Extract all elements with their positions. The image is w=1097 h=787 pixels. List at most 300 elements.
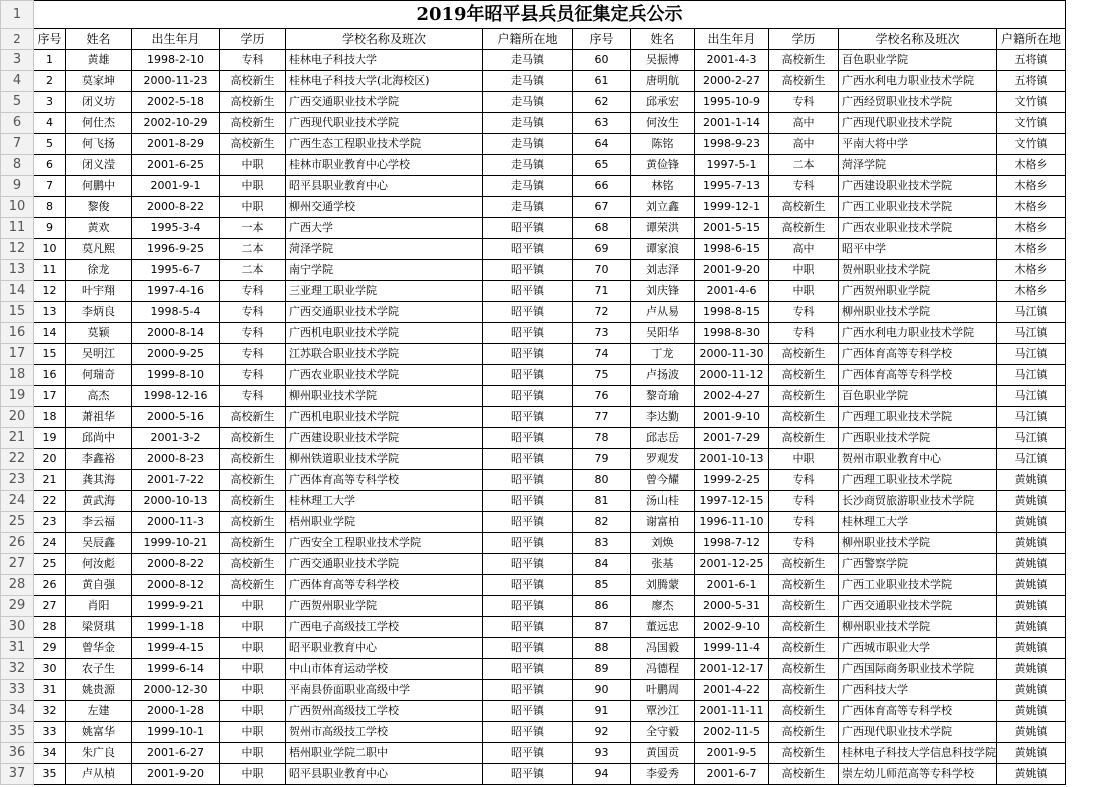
cell-education[interactable]: 中职 bbox=[220, 722, 286, 743]
row-number[interactable]: 7 bbox=[1, 134, 34, 155]
cell-name[interactable]: 吴辰鑫 bbox=[66, 533, 132, 554]
cell-residence-2[interactable]: 马江镇 bbox=[997, 428, 1066, 449]
cell-school-2[interactable]: 广西建设职业技术学院 bbox=[839, 176, 997, 197]
cell-school-2[interactable]: 广西贺州职业学院 bbox=[839, 281, 997, 302]
cell-residence[interactable]: 昭平镇 bbox=[483, 638, 573, 659]
cell-name[interactable]: 何鹏中 bbox=[66, 176, 132, 197]
cell-education[interactable]: 高校新生 bbox=[220, 71, 286, 92]
cell-seq[interactable]: 16 bbox=[34, 365, 66, 386]
cell-education[interactable]: 中职 bbox=[220, 701, 286, 722]
cell-education-2[interactable]: 二本 bbox=[769, 155, 839, 176]
cell-education[interactable]: 高校新生 bbox=[220, 449, 286, 470]
cell-name-2[interactable]: 卢从易 bbox=[631, 302, 695, 323]
cell-name[interactable]: 农子生 bbox=[66, 659, 132, 680]
cell-school[interactable]: 梧州职业学院 bbox=[286, 512, 483, 533]
cell-school[interactable]: 广西贺州职业学院 bbox=[286, 596, 483, 617]
cell-school-2[interactable]: 广西城市职业大学 bbox=[839, 638, 997, 659]
row-number[interactable]: 16 bbox=[1, 323, 34, 344]
cell-seq[interactable]: 28 bbox=[34, 617, 66, 638]
cell-school[interactable]: 广西交通职业技术学院 bbox=[286, 302, 483, 323]
cell-seq-2[interactable]: 75 bbox=[573, 365, 631, 386]
cell-school[interactable]: 广西体育高等专科学校 bbox=[286, 575, 483, 596]
cell-residence[interactable]: 昭平镇 bbox=[483, 512, 573, 533]
cell-education-2[interactable]: 高校新生 bbox=[769, 596, 839, 617]
cell-birth[interactable]: 2000-12-30 bbox=[132, 680, 220, 701]
cell-birth-2[interactable]: 2001-5-15 bbox=[695, 218, 769, 239]
cell-school[interactable]: 昭平职业教育中心 bbox=[286, 638, 483, 659]
cell-seq-2[interactable]: 68 bbox=[573, 218, 631, 239]
cell-seq[interactable]: 19 bbox=[34, 428, 66, 449]
cell-name-2[interactable]: 刘志泽 bbox=[631, 260, 695, 281]
cell-residence-2[interactable]: 黄姚镇 bbox=[997, 554, 1066, 575]
cell-name[interactable]: 曾华金 bbox=[66, 638, 132, 659]
cell-birth-2[interactable]: 2001-7-29 bbox=[695, 428, 769, 449]
cell-birth[interactable]: 1998-5-4 bbox=[132, 302, 220, 323]
cell-residence[interactable]: 昭平镇 bbox=[483, 218, 573, 239]
cell-birth-2[interactable]: 1997-5-1 bbox=[695, 155, 769, 176]
cell-name[interactable]: 李鑫裕 bbox=[66, 449, 132, 470]
cell-residence-2[interactable]: 黄姚镇 bbox=[997, 470, 1066, 491]
row-number[interactable]: 14 bbox=[1, 281, 34, 302]
cell-school[interactable]: 广西体育高等专科学校 bbox=[286, 470, 483, 491]
row-number[interactable]: 24 bbox=[1, 491, 34, 512]
sheet-title[interactable]: 2019年昭平县兵员征集定兵公示 bbox=[34, 1, 1066, 29]
cell-school-2[interactable]: 广西经贸职业技术学院 bbox=[839, 92, 997, 113]
cell-birth-2[interactable]: 2001-4-22 bbox=[695, 680, 769, 701]
cell-school-2[interactable]: 百色职业学院 bbox=[839, 386, 997, 407]
cell-birth[interactable]: 2000-9-25 bbox=[132, 344, 220, 365]
cell-education[interactable]: 高校新生 bbox=[220, 533, 286, 554]
cell-school-2[interactable]: 广西职业技术学院 bbox=[839, 428, 997, 449]
cell-education-2[interactable]: 高校新生 bbox=[769, 344, 839, 365]
cell-birth-2[interactable]: 2001-9-20 bbox=[695, 260, 769, 281]
cell-birth-2[interactable]: 2000-5-31 bbox=[695, 596, 769, 617]
cell-residence-2[interactable]: 木格乡 bbox=[997, 260, 1066, 281]
cell-school[interactable]: 广西建设职业技术学院 bbox=[286, 428, 483, 449]
cell-birth-2[interactable]: 1998-8-15 bbox=[695, 302, 769, 323]
cell-education-2[interactable]: 高校新生 bbox=[769, 638, 839, 659]
cell-education-2[interactable]: 高校新生 bbox=[769, 722, 839, 743]
cell-seq[interactable]: 2 bbox=[34, 71, 66, 92]
cell-residence-2[interactable]: 木格乡 bbox=[997, 176, 1066, 197]
col-header-school[interactable]: 学校名称及班次 bbox=[286, 29, 483, 50]
cell-seq[interactable]: 35 bbox=[34, 764, 66, 785]
row-number[interactable]: 12 bbox=[1, 239, 34, 260]
cell-residence[interactable]: 昭平镇 bbox=[483, 722, 573, 743]
cell-school-2[interactable]: 长沙商贸旅游职业技术学院 bbox=[839, 491, 997, 512]
cell-residence-2[interactable]: 黄姚镇 bbox=[997, 659, 1066, 680]
col-header-school-2[interactable]: 学校名称及班次 bbox=[839, 29, 997, 50]
cell-school[interactable]: 桂林电子科技大学 bbox=[286, 50, 483, 71]
cell-school[interactable]: 广西机电职业技术学院 bbox=[286, 407, 483, 428]
cell-education[interactable]: 中职 bbox=[220, 176, 286, 197]
cell-education-2[interactable]: 高校新生 bbox=[769, 407, 839, 428]
cell-school[interactable]: 广西交通职业技术学院 bbox=[286, 92, 483, 113]
row-number[interactable]: 6 bbox=[1, 113, 34, 134]
cell-education-2[interactable]: 高校新生 bbox=[769, 428, 839, 449]
row-number[interactable]: 34 bbox=[1, 701, 34, 722]
cell-education-2[interactable]: 中职 bbox=[769, 449, 839, 470]
cell-name-2[interactable]: 黄俭锋 bbox=[631, 155, 695, 176]
cell-residence[interactable]: 昭平镇 bbox=[483, 596, 573, 617]
cell-birth[interactable]: 2002-10-29 bbox=[132, 113, 220, 134]
cell-name[interactable]: 徐龙 bbox=[66, 260, 132, 281]
cell-seq-2[interactable]: 67 bbox=[573, 197, 631, 218]
cell-residence[interactable]: 昭平镇 bbox=[483, 701, 573, 722]
row-number[interactable]: 23 bbox=[1, 470, 34, 491]
cell-birth-2[interactable]: 2000-11-12 bbox=[695, 365, 769, 386]
cell-residence[interactable]: 昭平镇 bbox=[483, 428, 573, 449]
cell-birth-2[interactable]: 1998-9-23 bbox=[695, 134, 769, 155]
cell-residence-2[interactable]: 文竹镇 bbox=[997, 113, 1066, 134]
cell-seq-2[interactable]: 92 bbox=[573, 722, 631, 743]
cell-residence[interactable]: 昭平镇 bbox=[483, 470, 573, 491]
cell-education-2[interactable]: 专科 bbox=[769, 92, 839, 113]
cell-seq-2[interactable]: 93 bbox=[573, 743, 631, 764]
cell-education-2[interactable]: 高校新生 bbox=[769, 680, 839, 701]
cell-seq-2[interactable]: 65 bbox=[573, 155, 631, 176]
cell-name-2[interactable]: 黄国贡 bbox=[631, 743, 695, 764]
cell-birth-2[interactable]: 1995-10-9 bbox=[695, 92, 769, 113]
cell-school[interactable]: 广西现代职业技术学院 bbox=[286, 113, 483, 134]
cell-education-2[interactable]: 专科 bbox=[769, 323, 839, 344]
cell-birth[interactable]: 1998-2-10 bbox=[132, 50, 220, 71]
cell-education[interactable]: 中职 bbox=[220, 680, 286, 701]
cell-education-2[interactable]: 中职 bbox=[769, 260, 839, 281]
cell-birth-2[interactable]: 1998-8-30 bbox=[695, 323, 769, 344]
cell-seq[interactable]: 12 bbox=[34, 281, 66, 302]
cell-residence[interactable]: 昭平镇 bbox=[483, 386, 573, 407]
cell-residence[interactable]: 昭平镇 bbox=[483, 449, 573, 470]
row-number[interactable]: 20 bbox=[1, 407, 34, 428]
cell-birth[interactable]: 2000-11-3 bbox=[132, 512, 220, 533]
cell-birth[interactable]: 2000-10-13 bbox=[132, 491, 220, 512]
cell-birth-2[interactable]: 1999-11-4 bbox=[695, 638, 769, 659]
cell-birth[interactable]: 1998-12-16 bbox=[132, 386, 220, 407]
cell-name[interactable]: 梁贤琪 bbox=[66, 617, 132, 638]
row-number[interactable]: 26 bbox=[1, 533, 34, 554]
cell-birth[interactable]: 1996-9-25 bbox=[132, 239, 220, 260]
cell-seq-2[interactable]: 64 bbox=[573, 134, 631, 155]
cell-seq[interactable]: 22 bbox=[34, 491, 66, 512]
cell-seq[interactable]: 21 bbox=[34, 470, 66, 491]
cell-birth-2[interactable]: 1999-12-1 bbox=[695, 197, 769, 218]
cell-name-2[interactable]: 刘立鑫 bbox=[631, 197, 695, 218]
cell-name-2[interactable]: 卢扬波 bbox=[631, 365, 695, 386]
cell-school-2[interactable]: 百色职业学院 bbox=[839, 50, 997, 71]
cell-school-2[interactable]: 昭平中学 bbox=[839, 239, 997, 260]
cell-residence[interactable]: 昭平镇 bbox=[483, 344, 573, 365]
cell-residence-2[interactable]: 马江镇 bbox=[997, 323, 1066, 344]
cell-residence[interactable]: 昭平镇 bbox=[483, 680, 573, 701]
cell-seq[interactable]: 33 bbox=[34, 722, 66, 743]
cell-education-2[interactable]: 高校新生 bbox=[769, 218, 839, 239]
cell-education[interactable]: 专科 bbox=[220, 386, 286, 407]
cell-name-2[interactable]: 陈铭 bbox=[631, 134, 695, 155]
cell-seq[interactable]: 11 bbox=[34, 260, 66, 281]
cell-residence[interactable]: 走马镇 bbox=[483, 176, 573, 197]
cell-school[interactable]: 柳州交通学校 bbox=[286, 197, 483, 218]
row-number[interactable]: 17 bbox=[1, 344, 34, 365]
cell-name-2[interactable]: 汤山桂 bbox=[631, 491, 695, 512]
cell-school[interactable]: 南宁学院 bbox=[286, 260, 483, 281]
cell-school-2[interactable]: 广西理工职业技术学院 bbox=[839, 470, 997, 491]
cell-birth-2[interactable]: 2001-1-14 bbox=[695, 113, 769, 134]
cell-birth-2[interactable]: 2001-12-17 bbox=[695, 659, 769, 680]
cell-name[interactable]: 闭义滢 bbox=[66, 155, 132, 176]
cell-residence-2[interactable]: 文竹镇 bbox=[997, 134, 1066, 155]
cell-education[interactable]: 高校新生 bbox=[220, 470, 286, 491]
cell-school[interactable]: 中山市体育运动学校 bbox=[286, 659, 483, 680]
cell-seq-2[interactable]: 77 bbox=[573, 407, 631, 428]
cell-seq-2[interactable]: 81 bbox=[573, 491, 631, 512]
cell-education[interactable]: 高校新生 bbox=[220, 491, 286, 512]
cell-seq-2[interactable]: 78 bbox=[573, 428, 631, 449]
cell-birth[interactable]: 2001-8-29 bbox=[132, 134, 220, 155]
cell-birth[interactable]: 2000-8-12 bbox=[132, 575, 220, 596]
cell-birth[interactable]: 1999-9-21 bbox=[132, 596, 220, 617]
cell-residence[interactable]: 走马镇 bbox=[483, 155, 573, 176]
cell-seq-2[interactable]: 62 bbox=[573, 92, 631, 113]
cell-seq[interactable]: 5 bbox=[34, 134, 66, 155]
cell-name-2[interactable]: 吴振博 bbox=[631, 50, 695, 71]
cell-education[interactable]: 高校新生 bbox=[220, 113, 286, 134]
cell-education-2[interactable]: 高中 bbox=[769, 113, 839, 134]
cell-birth-2[interactable]: 2002-4-27 bbox=[695, 386, 769, 407]
row-number[interactable]: 32 bbox=[1, 659, 34, 680]
row-number[interactable]: 37 bbox=[1, 764, 34, 785]
cell-residence-2[interactable]: 马江镇 bbox=[997, 344, 1066, 365]
col-header-name[interactable]: 姓名 bbox=[66, 29, 132, 50]
cell-residence-2[interactable]: 马江镇 bbox=[997, 386, 1066, 407]
cell-residence[interactable]: 走马镇 bbox=[483, 197, 573, 218]
cell-education[interactable]: 高校新生 bbox=[220, 428, 286, 449]
cell-education[interactable]: 中职 bbox=[220, 743, 286, 764]
cell-residence[interactable]: 昭平镇 bbox=[483, 659, 573, 680]
cell-seq[interactable]: 24 bbox=[34, 533, 66, 554]
cell-seq[interactable]: 34 bbox=[34, 743, 66, 764]
cell-residence-2[interactable]: 木格乡 bbox=[997, 239, 1066, 260]
cell-name-2[interactable]: 张基 bbox=[631, 554, 695, 575]
cell-seq[interactable]: 17 bbox=[34, 386, 66, 407]
cell-name-2[interactable]: 邱承宏 bbox=[631, 92, 695, 113]
cell-birth[interactable]: 1999-4-15 bbox=[132, 638, 220, 659]
cell-education-2[interactable]: 高校新生 bbox=[769, 617, 839, 638]
cell-name[interactable]: 朱广良 bbox=[66, 743, 132, 764]
cell-school-2[interactable]: 贺州市职业教育中心 bbox=[839, 449, 997, 470]
cell-birth-2[interactable]: 1999-2-25 bbox=[695, 470, 769, 491]
cell-residence[interactable]: 昭平镇 bbox=[483, 554, 573, 575]
cell-school[interactable]: 桂林市职业教育中心学校 bbox=[286, 155, 483, 176]
row-number[interactable]: 28 bbox=[1, 575, 34, 596]
cell-school[interactable]: 广西生态工程职业技术学院 bbox=[286, 134, 483, 155]
cell-education-2[interactable]: 高校新生 bbox=[769, 659, 839, 680]
cell-name[interactable]: 李云福 bbox=[66, 512, 132, 533]
cell-name[interactable]: 黄武海 bbox=[66, 491, 132, 512]
cell-school-2[interactable]: 桂林电子科技大学信息科技学院 bbox=[839, 743, 997, 764]
row-number[interactable]: 15 bbox=[1, 302, 34, 323]
cell-seq-2[interactable]: 60 bbox=[573, 50, 631, 71]
cell-birth-2[interactable]: 2001-9-5 bbox=[695, 743, 769, 764]
cell-residence[interactable]: 走马镇 bbox=[483, 71, 573, 92]
cell-seq-2[interactable]: 69 bbox=[573, 239, 631, 260]
cell-birth[interactable]: 2000-8-22 bbox=[132, 554, 220, 575]
cell-name[interactable]: 高杰 bbox=[66, 386, 132, 407]
cell-school-2[interactable]: 广西理工职业技术学院 bbox=[839, 407, 997, 428]
cell-birth[interactable]: 2001-9-20 bbox=[132, 764, 220, 785]
cell-school-2[interactable]: 广西国际商务职业技术学院 bbox=[839, 659, 997, 680]
cell-name-2[interactable]: 唐明航 bbox=[631, 71, 695, 92]
cell-residence-2[interactable]: 黄姚镇 bbox=[997, 596, 1066, 617]
cell-seq[interactable]: 3 bbox=[34, 92, 66, 113]
cell-school-2[interactable]: 柳州职业技术学院 bbox=[839, 302, 997, 323]
row-number[interactable]: 21 bbox=[1, 428, 34, 449]
cell-education-2[interactable]: 高校新生 bbox=[769, 197, 839, 218]
cell-education-2[interactable]: 高校新生 bbox=[769, 365, 839, 386]
cell-seq-2[interactable]: 79 bbox=[573, 449, 631, 470]
cell-residence-2[interactable]: 马江镇 bbox=[997, 449, 1066, 470]
cell-residence-2[interactable]: 黄姚镇 bbox=[997, 575, 1066, 596]
row-number[interactable]: 1 bbox=[1, 1, 34, 29]
cell-seq-2[interactable]: 80 bbox=[573, 470, 631, 491]
cell-seq-2[interactable]: 66 bbox=[573, 176, 631, 197]
cell-residence-2[interactable]: 木格乡 bbox=[997, 281, 1066, 302]
cell-education[interactable]: 专科 bbox=[220, 302, 286, 323]
cell-education[interactable]: 中职 bbox=[220, 659, 286, 680]
col-header-seq-2[interactable]: 序号 bbox=[573, 29, 631, 50]
cell-school-2[interactable]: 柳州职业技术学院 bbox=[839, 617, 997, 638]
row-number[interactable]: 19 bbox=[1, 386, 34, 407]
cell-seq-2[interactable]: 76 bbox=[573, 386, 631, 407]
cell-seq-2[interactable]: 84 bbox=[573, 554, 631, 575]
cell-birth-2[interactable]: 2002-9-10 bbox=[695, 617, 769, 638]
cell-school[interactable]: 平南县侨面职业高级中学 bbox=[286, 680, 483, 701]
cell-birth-2[interactable]: 1998-6-15 bbox=[695, 239, 769, 260]
cell-education-2[interactable]: 高校新生 bbox=[769, 386, 839, 407]
cell-education[interactable]: 中职 bbox=[220, 638, 286, 659]
cell-seq-2[interactable]: 86 bbox=[573, 596, 631, 617]
cell-birth[interactable]: 1995-3-4 bbox=[132, 218, 220, 239]
cell-education-2[interactable]: 专科 bbox=[769, 491, 839, 512]
cell-education-2[interactable]: 高校新生 bbox=[769, 554, 839, 575]
cell-seq-2[interactable]: 83 bbox=[573, 533, 631, 554]
cell-name[interactable]: 肖阳 bbox=[66, 596, 132, 617]
cell-name[interactable]: 萧祖华 bbox=[66, 407, 132, 428]
cell-education-2[interactable]: 高校新生 bbox=[769, 743, 839, 764]
cell-name[interactable]: 何飞扬 bbox=[66, 134, 132, 155]
cell-residence[interactable]: 昭平镇 bbox=[483, 323, 573, 344]
cell-name-2[interactable]: 董远忠 bbox=[631, 617, 695, 638]
cell-seq-2[interactable]: 94 bbox=[573, 764, 631, 785]
cell-school[interactable]: 菏泽学院 bbox=[286, 239, 483, 260]
cell-school[interactable]: 梧州职业学院二职中 bbox=[286, 743, 483, 764]
cell-name[interactable]: 黄欢 bbox=[66, 218, 132, 239]
row-number[interactable]: 31 bbox=[1, 638, 34, 659]
cell-name[interactable]: 何仕杰 bbox=[66, 113, 132, 134]
cell-name-2[interactable]: 李达勤 bbox=[631, 407, 695, 428]
cell-residence-2[interactable]: 黄姚镇 bbox=[997, 680, 1066, 701]
col-header-birth[interactable]: 出生年月 bbox=[132, 29, 220, 50]
cell-residence[interactable]: 走马镇 bbox=[483, 113, 573, 134]
cell-residence[interactable]: 昭平镇 bbox=[483, 533, 573, 554]
row-number[interactable]: 11 bbox=[1, 218, 34, 239]
cell-school-2[interactable]: 柳州职业技术学院 bbox=[839, 533, 997, 554]
row-number[interactable]: 27 bbox=[1, 554, 34, 575]
cell-residence[interactable]: 昭平镇 bbox=[483, 764, 573, 785]
cell-seq[interactable]: 4 bbox=[34, 113, 66, 134]
cell-seq-2[interactable]: 74 bbox=[573, 344, 631, 365]
cell-education-2[interactable]: 专科 bbox=[769, 512, 839, 533]
cell-name[interactable]: 龚其海 bbox=[66, 470, 132, 491]
cell-residence-2[interactable]: 文竹镇 bbox=[997, 92, 1066, 113]
cell-name-2[interactable]: 吴阳华 bbox=[631, 323, 695, 344]
cell-school[interactable]: 广西农业职业技术学院 bbox=[286, 365, 483, 386]
cell-residence[interactable]: 走马镇 bbox=[483, 50, 573, 71]
cell-seq[interactable]: 32 bbox=[34, 701, 66, 722]
cell-education[interactable]: 中职 bbox=[220, 197, 286, 218]
cell-birth[interactable]: 2001-7-22 bbox=[132, 470, 220, 491]
cell-seq-2[interactable]: 85 bbox=[573, 575, 631, 596]
cell-name[interactable]: 姚贵源 bbox=[66, 680, 132, 701]
cell-residence-2[interactable]: 五将镇 bbox=[997, 71, 1066, 92]
cell-residence-2[interactable]: 木格乡 bbox=[997, 197, 1066, 218]
row-number[interactable]: 36 bbox=[1, 743, 34, 764]
cell-school[interactable]: 桂林电子科技大学(北海校区) bbox=[286, 71, 483, 92]
cell-birth-2[interactable]: 2001-4-3 bbox=[695, 50, 769, 71]
cell-school[interactable]: 昭平县职业教育中心 bbox=[286, 764, 483, 785]
cell-birth[interactable]: 1999-10-21 bbox=[132, 533, 220, 554]
cell-school-2[interactable]: 广西警察学院 bbox=[839, 554, 997, 575]
cell-school-2[interactable]: 广西工业职业技术学院 bbox=[839, 575, 997, 596]
cell-name-2[interactable]: 罗观发 bbox=[631, 449, 695, 470]
cell-name-2[interactable]: 丁龙 bbox=[631, 344, 695, 365]
cell-birth-2[interactable]: 1995-7-13 bbox=[695, 176, 769, 197]
cell-education-2[interactable]: 高校新生 bbox=[769, 71, 839, 92]
cell-birth[interactable]: 2000-8-22 bbox=[132, 197, 220, 218]
row-number[interactable]: 3 bbox=[1, 50, 34, 71]
cell-residence-2[interactable]: 五将镇 bbox=[997, 50, 1066, 71]
cell-education-2[interactable]: 高校新生 bbox=[769, 701, 839, 722]
cell-education[interactable]: 专科 bbox=[220, 365, 286, 386]
cell-school[interactable]: 广西机电职业技术学院 bbox=[286, 323, 483, 344]
cell-seq-2[interactable]: 73 bbox=[573, 323, 631, 344]
col-header-seq[interactable]: 序号 bbox=[34, 29, 66, 50]
col-header-education[interactable]: 学历 bbox=[220, 29, 286, 50]
cell-school[interactable]: 广西贺州高级技工学校 bbox=[286, 701, 483, 722]
cell-residence[interactable]: 昭平镇 bbox=[483, 302, 573, 323]
cell-seq-2[interactable]: 91 bbox=[573, 701, 631, 722]
cell-name[interactable]: 莫家坤 bbox=[66, 71, 132, 92]
cell-school[interactable]: 柳州铁道职业技术学院 bbox=[286, 449, 483, 470]
cell-birth-2[interactable]: 2001-11-11 bbox=[695, 701, 769, 722]
row-number[interactable]: 18 bbox=[1, 365, 34, 386]
cell-seq[interactable]: 29 bbox=[34, 638, 66, 659]
cell-education[interactable]: 高校新生 bbox=[220, 575, 286, 596]
cell-education[interactable]: 中职 bbox=[220, 764, 286, 785]
cell-birth-2[interactable]: 1996-11-10 bbox=[695, 512, 769, 533]
cell-school[interactable]: 桂林理工大学 bbox=[286, 491, 483, 512]
cell-name-2[interactable]: 谭荣洪 bbox=[631, 218, 695, 239]
cell-name[interactable]: 吴明江 bbox=[66, 344, 132, 365]
cell-seq-2[interactable]: 70 bbox=[573, 260, 631, 281]
cell-residence[interactable]: 昭平镇 bbox=[483, 407, 573, 428]
cell-birth-2[interactable]: 2001-9-10 bbox=[695, 407, 769, 428]
cell-birth[interactable]: 1997-4-16 bbox=[132, 281, 220, 302]
row-number[interactable]: 4 bbox=[1, 71, 34, 92]
cell-seq[interactable]: 31 bbox=[34, 680, 66, 701]
cell-seq[interactable]: 20 bbox=[34, 449, 66, 470]
cell-residence[interactable]: 昭平镇 bbox=[483, 491, 573, 512]
